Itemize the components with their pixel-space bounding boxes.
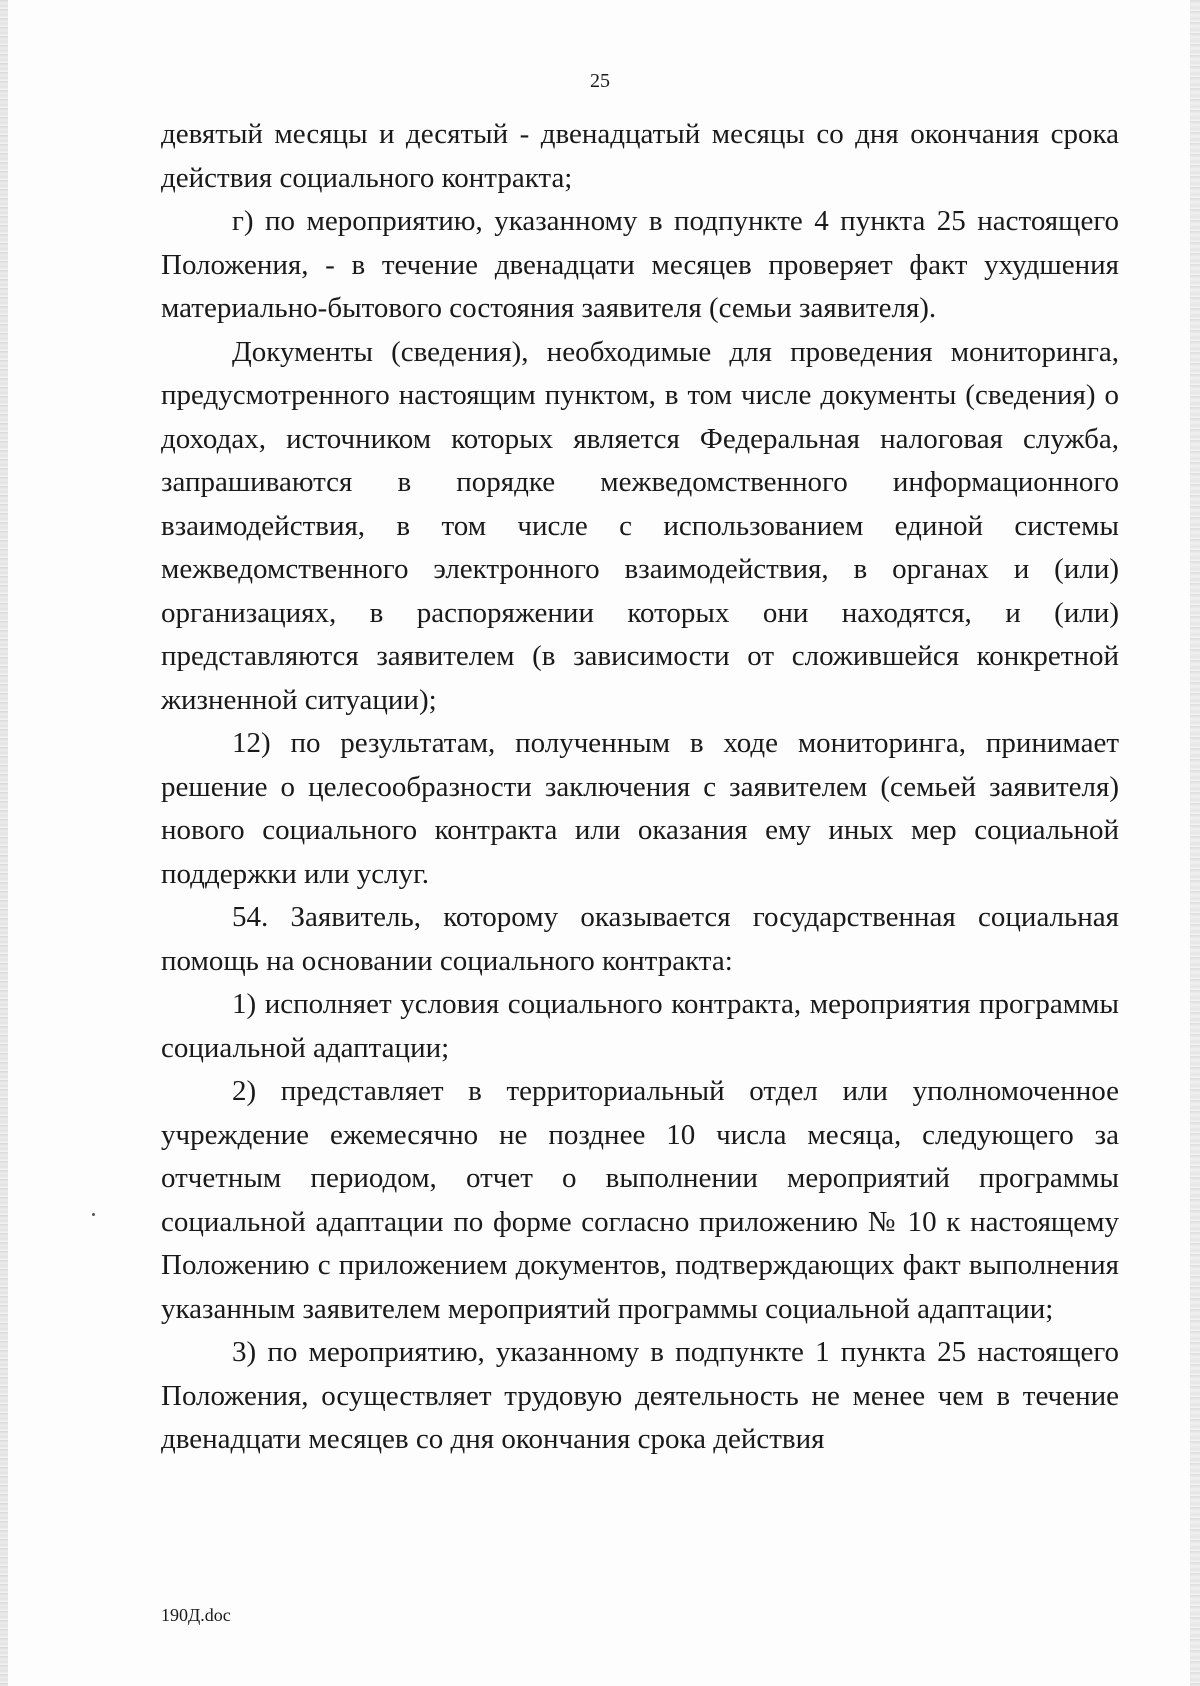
paragraph-item-2: 2) представляет в территориальный отдел или уполномоченное учреждение ежемесячно не позднее 10 числа месяца, следующего за отчетным периодом, отчет о выполнении мероприятий программы социальной адаптации по форме согласно приложению № 10 к настоящему Положению с приложением документов, подтверждающих факт выполнения указанным заявителем мероприятий программы социальной адаптации;: [161, 1075, 1119, 1325]
scan-edge-left: [0, 0, 8, 1686]
paragraph-item-g: г) по мероприятию, указанному в подпункте 4 пункта 25 настоящего Положения, - в течение двенадцати месяцев проверяет факт ухудшения материально-бытового состояния заявителя (семьи заявителя).: [161, 205, 1119, 324]
paragraph-item-3: 3) по мероприятию, указанному в подпункте 1 пункта 25 настоящего Положения, осуществляет трудовую деятельность не менее чем в течение двенадцати месяцев со дня окончания срока действия: [161, 1336, 1119, 1455]
body-text: [161, 113, 1119, 1462]
paragraph-continuation: девятый месяцы и десятый - двенадцатый месяцы со дня окончания срока действия социального контракта;: [161, 118, 1119, 194]
page-number: 25: [590, 70, 610, 92]
scan-speck: [92, 1213, 95, 1216]
paragraph-documents: Документы (сведения), необходимые для проведения мониторинга, предусмотренного настоящим пунктом, в том числе документы (сведения) о доходах, источником которых является Федеральная налоговая служба, запрашиваются в порядке межведомственного информационного взаимодействия, в том числе с использованием единой системы межведомственного электронного взаимодействия, в органах и (или) организациях, в распоряжении которых они находятся, и (или) представляются заявителем (в зависимости от сложившейся конкретной жизненной ситуации);: [161, 335, 1119, 716]
paragraph-item-12: 12) по результатам, полученным в ходе мониторинга, принимает решение о целесообразности заключения с заявителем (семьей заявителя) нового социального контракта или оказания ему иных мер социальной поддержки или услуг.: [161, 727, 1119, 890]
scan-edge-right: [1190, 0, 1200, 1686]
footer-file-name: 190Д.doc: [161, 1605, 231, 1625]
paragraph-section-54: 54. Заявитель, которому оказывается государственная социальная помощь на основании социального контракта:: [161, 901, 1119, 977]
paragraph-item-1: 1) исполняет условия социального контракта, мероприятия программы социальной адаптации;: [161, 988, 1119, 1064]
